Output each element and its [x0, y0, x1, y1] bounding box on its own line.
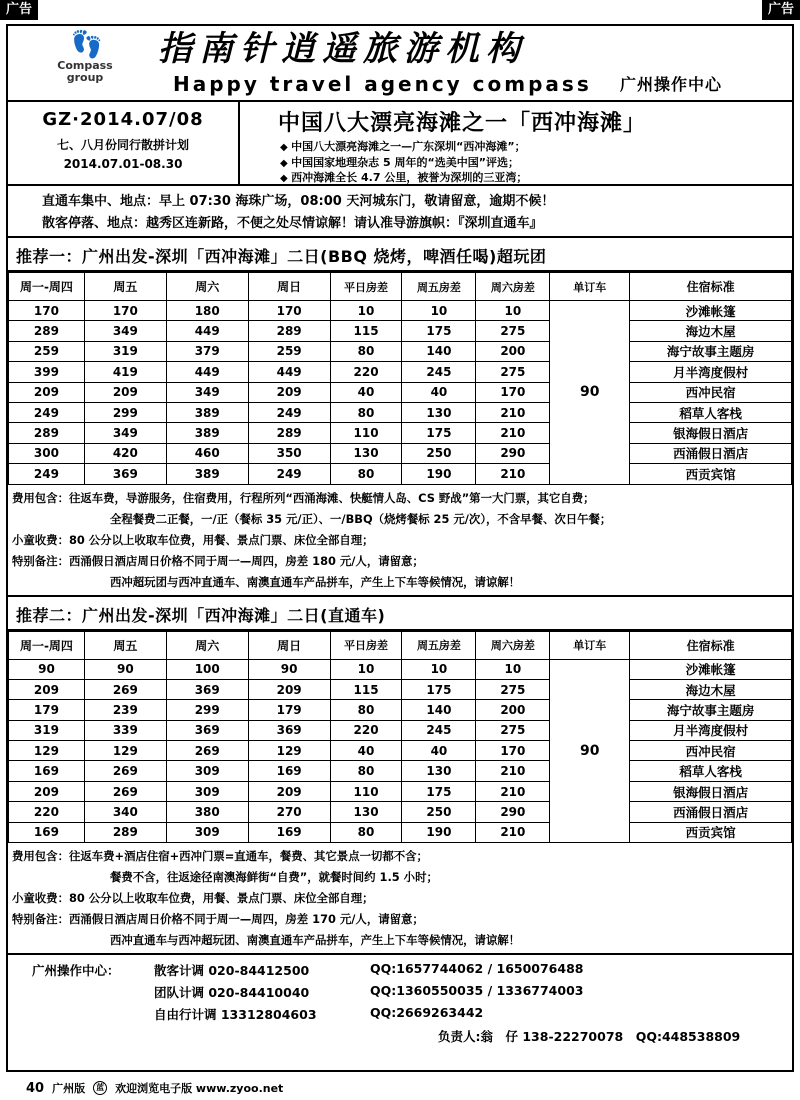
price-cell: 275: [476, 679, 550, 699]
title-block: [8, 102, 792, 186]
table-header-row: [9, 273, 792, 301]
column-header: 周日: [248, 273, 330, 301]
price-cell: 210: [476, 781, 550, 801]
price-cell: 249: [248, 402, 330, 422]
price-cell: 290: [476, 443, 550, 463]
table-row: [9, 802, 792, 822]
price-cell: 350: [248, 443, 330, 463]
price-cell: 299: [84, 402, 166, 422]
contact-qq: QQ:1657744062 / 1650076488: [370, 961, 584, 977]
car-price-cell: 90: [550, 301, 630, 485]
table-row: [9, 761, 792, 781]
price-cell: 275: [476, 720, 550, 740]
table-row: [9, 822, 792, 842]
remark-text-cont: 西冲超玩团与西冲直通车、南澳直通车产品拼车，产生上下车等候情况，请谅解！: [110, 574, 521, 589]
lodging-cell: 稻草人客栈: [630, 761, 792, 781]
fee-text-cont: 餐费不含，往返途径南澳海鲜街“自费”，就餐时间约 1.5 小时；: [110, 870, 438, 885]
price-cell: 169: [9, 822, 85, 842]
fee-text: 往返车费+酒店住宿+西冲门票=直通车，餐费、其它景点一切都不含；: [68, 849, 428, 864]
page-number: 40: [26, 1080, 45, 1096]
highlight-list: [280, 140, 527, 187]
price-cell: 170: [476, 741, 550, 761]
lodging-cell: 沙滩帐篷: [630, 301, 792, 321]
remark-label: 特别备注：: [12, 553, 69, 568]
price-cell: 115: [330, 679, 402, 699]
contact-qq: QQ:1360550035 / 1336774003: [370, 983, 584, 999]
table-row: [9, 443, 792, 463]
operation-center: 广州操作中心: [620, 75, 723, 94]
price-cell: 289: [248, 423, 330, 443]
column-header: 周五房差: [402, 631, 476, 659]
price-cell: 90: [9, 659, 85, 679]
price-cell: 40: [330, 741, 402, 761]
brand-name-en: Happy travel agency compass: [173, 72, 592, 96]
table-row: [9, 301, 792, 321]
price-cell: 210: [476, 423, 550, 443]
contact-name: 散客计调 020-84412500: [154, 963, 310, 979]
headline: 中国八大漂亮海滩之一「西冲海滩」: [278, 111, 647, 136]
lodging-cell: 海边木屋: [630, 321, 792, 341]
price-cell: 40: [402, 741, 476, 761]
table-row: [9, 720, 792, 740]
price-cell: 180: [166, 301, 248, 321]
price-cell: 399: [9, 362, 85, 382]
table-row: [9, 464, 792, 484]
price-cell: 249: [248, 464, 330, 484]
price-cell: 269: [84, 761, 166, 781]
price-cell: 80: [330, 761, 402, 781]
table-row: [9, 700, 792, 720]
table-row: [9, 423, 792, 443]
lodging-cell: 海宁故事主题房: [630, 700, 792, 720]
price-cell: 259: [248, 341, 330, 361]
edition-badge-icon: 蓝: [93, 1081, 107, 1095]
logo-text-group: group: [66, 71, 104, 84]
price-cell: 110: [330, 423, 402, 443]
price-cell: 209: [248, 679, 330, 699]
lodging-cell: 海宁故事主题房: [630, 341, 792, 361]
price-cell: 389: [166, 423, 248, 443]
price-cell: 80: [330, 822, 402, 842]
price-cell: 209: [84, 382, 166, 402]
lodging-cell: 西涌假日酒店: [630, 802, 792, 822]
price-cell: 170: [248, 301, 330, 321]
table-row: [9, 741, 792, 761]
price-cell: 245: [402, 720, 476, 740]
table-row: [9, 679, 792, 699]
price-cell: 289: [9, 423, 85, 443]
lodging-cell: 沙滩帐篷: [630, 659, 792, 679]
child-text: 80 公分以上收取车位费，用餐、景点门票、床位全部自理；: [68, 891, 374, 906]
price-cell: 170: [476, 382, 550, 402]
price-cell: 380: [166, 802, 248, 822]
price-cell: 169: [9, 761, 85, 781]
price-cell: 369: [84, 464, 166, 484]
price-cell: 209: [248, 382, 330, 402]
column-header: 周六房差: [476, 273, 550, 301]
departure-line-2: 散客停落、地点：越秀区连新路，不便之处尽情谅解！请认准导游旗帜：『深圳直通车』: [42, 216, 543, 231]
section-2-title: 推荐二：广州出发-深圳「西冲海滩」二日(直通车): [8, 597, 792, 631]
price-cell: 270: [248, 802, 330, 822]
price-cell: 250: [402, 802, 476, 822]
table-row: [9, 362, 792, 382]
child-label: 小童收费：: [12, 532, 69, 547]
edition-label: 广州版: [52, 1082, 86, 1095]
price-cell: 179: [248, 700, 330, 720]
contacts: [8, 955, 792, 1045]
section-2-price-table: [8, 631, 792, 844]
price-cell: 289: [248, 321, 330, 341]
column-header: 周一-周四: [9, 631, 85, 659]
price-cell: 90: [84, 659, 166, 679]
price-cell: 129: [248, 741, 330, 761]
price-cell: 245: [402, 362, 476, 382]
column-header: 平日房差: [330, 273, 402, 301]
lodging-cell: 稻草人客栈: [630, 402, 792, 422]
highlight-item: ◆ 中国八大漂亮海滩之一—广东深圳“西冲海滩”；: [280, 140, 527, 156]
child-label: 小童收费：: [12, 891, 69, 906]
plan-name: 七、八月份同行散拼计划: [56, 138, 189, 152]
header: [8, 26, 792, 102]
price-cell: 10: [330, 301, 402, 321]
price-cell: 110: [330, 781, 402, 801]
price-cell: 269: [84, 679, 166, 699]
lodging-cell: 西冲民宿: [630, 741, 792, 761]
price-cell: 319: [84, 341, 166, 361]
price-cell: 220: [9, 802, 85, 822]
price-cell: 210: [476, 402, 550, 422]
price-cell: 420: [84, 443, 166, 463]
footer: [26, 1080, 283, 1096]
footprints-icon: 👣: [70, 30, 100, 60]
column-header: 住宿标准: [630, 631, 792, 659]
table-row: [9, 321, 792, 341]
price-cell: 275: [476, 362, 550, 382]
price-cell: 379: [166, 341, 248, 361]
price-cell: 190: [402, 822, 476, 842]
price-cell: 309: [166, 822, 248, 842]
departure-line-1: 直通车集中、地点：早上 07:30 海珠广场，08:00 天河城东门，敬请留意，逾期不候！: [42, 194, 555, 209]
lodging-cell: 海边木屋: [630, 679, 792, 699]
lodging-cell: 银海假日酒店: [630, 781, 792, 801]
price-cell: 349: [84, 423, 166, 443]
contacts-label: 广州操作中心：: [32, 963, 120, 979]
lodging-cell: 西涌假日酒店: [630, 443, 792, 463]
price-cell: 300: [9, 443, 85, 463]
price-cell: 289: [9, 321, 85, 341]
price-cell: 169: [248, 822, 330, 842]
price-cell: 419: [84, 362, 166, 382]
price-cell: 289: [84, 822, 166, 842]
price-cell: 179: [9, 700, 85, 720]
fee-label: 费用包含：: [12, 490, 69, 505]
price-cell: 389: [166, 464, 248, 484]
price-cell: 209: [248, 781, 330, 801]
contact-name: 自由行计调 13312804603: [154, 1007, 317, 1023]
lodging-cell: 月半湾度假村: [630, 362, 792, 382]
price-cell: 349: [166, 382, 248, 402]
price-cell: 200: [476, 700, 550, 720]
price-cell: 269: [84, 781, 166, 801]
price-cell: 309: [166, 781, 248, 801]
price-cell: 259: [9, 341, 85, 361]
price-cell: 10: [402, 659, 476, 679]
price-cell: 130: [330, 443, 402, 463]
price-cell: 460: [166, 443, 248, 463]
price-cell: 290: [476, 802, 550, 822]
column-header: 周日: [248, 631, 330, 659]
column-header: 周五: [84, 631, 166, 659]
price-cell: 10: [476, 659, 550, 679]
lodging-cell: 西贡宾馆: [630, 464, 792, 484]
child-text: 80 公分以上收取车位费，用餐、景点门票、床位全部自理；: [68, 532, 374, 547]
fee-label: 费用包含：: [12, 849, 69, 864]
price-cell: 10: [402, 301, 476, 321]
price-cell: 90: [248, 659, 330, 679]
price-cell: 200: [476, 341, 550, 361]
price-cell: 140: [402, 700, 476, 720]
price-cell: 340: [84, 802, 166, 822]
fee-text-cont: 全程餐费二正餐，一/正（餐标 35 元/正）、一/BBQ（烧烤餐标 25 元/次），不含早餐、次日午餐；: [110, 511, 612, 526]
footer-website: 欢迎浏览电子版 www.zyoo.net: [115, 1082, 284, 1095]
compass-logo: [46, 30, 124, 96]
column-header: 住宿标准: [630, 273, 792, 301]
lodging-cell: 月半湾度假村: [630, 720, 792, 740]
price-cell: 100: [166, 659, 248, 679]
section-2-notes: [8, 843, 792, 955]
advert-page: [6, 24, 794, 1072]
price-cell: 175: [402, 423, 476, 443]
price-cell: 130: [402, 402, 476, 422]
lodging-cell: 西贡宾馆: [630, 822, 792, 842]
price-cell: 80: [330, 700, 402, 720]
table-row: [9, 402, 792, 422]
column-header: 周六: [166, 631, 248, 659]
remark-text: 西涌假日酒店周日价格不同于周一—周四，房差 180 元/人，请留意；: [68, 553, 424, 568]
price-cell: 369: [248, 720, 330, 740]
contact-name: 团队计调 020-84410040: [154, 985, 310, 1001]
column-header: 周一-周四: [9, 273, 85, 301]
price-cell: 140: [402, 341, 476, 361]
price-cell: 449: [166, 362, 248, 382]
price-cell: 210: [476, 761, 550, 781]
price-cell: 449: [248, 362, 330, 382]
price-cell: 115: [330, 321, 402, 341]
price-cell: 449: [166, 321, 248, 341]
price-cell: 10: [330, 659, 402, 679]
price-cell: 239: [84, 700, 166, 720]
price-cell: 249: [9, 464, 85, 484]
highlight-item: ◆ 西冲海滩全长 4.7 公里，被誉为深圳的三亚湾；: [280, 171, 527, 187]
departure-info: [8, 186, 792, 238]
table-row: [9, 781, 792, 801]
table-row: [9, 659, 792, 679]
price-cell: 319: [9, 720, 85, 740]
price-cell: 250: [402, 443, 476, 463]
fee-text: 往返车费，导游服务，住宿费用，行程所列“西涌海滩、快艇情人岛、CS 野战”第一大门票，其它自费；: [68, 490, 595, 505]
highlight-item: ◆ 中国国家地理杂志 5 周年的“选美中国”评选；: [280, 156, 527, 172]
price-cell: 299: [166, 700, 248, 720]
price-cell: 275: [476, 321, 550, 341]
price-cell: 209: [9, 781, 85, 801]
price-cell: 389: [166, 402, 248, 422]
price-cell: 209: [9, 679, 85, 699]
price-cell: 249: [9, 402, 85, 422]
plan-code: GZ·2014.07/08: [42, 109, 204, 130]
column-header: 单订车: [550, 273, 630, 301]
price-cell: 129: [84, 741, 166, 761]
price-cell: 170: [9, 301, 85, 321]
price-cell: 40: [402, 382, 476, 402]
price-cell: 309: [166, 761, 248, 781]
column-header: 周五房差: [402, 273, 476, 301]
price-cell: 130: [330, 802, 402, 822]
price-cell: 210: [476, 822, 550, 842]
price-cell: 210: [476, 464, 550, 484]
remark-text-cont: 西冲直通车与西冲超玩团、南澳直通车产品拼车，产生上下车等候情况，请谅解！: [110, 933, 521, 948]
car-price-cell: 90: [550, 659, 630, 843]
lodging-cell: 银海假日酒店: [630, 423, 792, 443]
contact-qq: QQ:2669263442: [370, 1005, 484, 1021]
column-header: 周六: [166, 273, 248, 301]
column-header: 周五: [84, 273, 166, 301]
column-header: 单订车: [550, 631, 630, 659]
ad-label-right: 广告: [762, 0, 800, 20]
column-header: 平日房差: [330, 631, 402, 659]
price-cell: 220: [330, 720, 402, 740]
table-row: [9, 382, 792, 402]
price-cell: 175: [402, 679, 476, 699]
brand-name-cn: 指南针逍遥旅游机构: [158, 29, 527, 69]
price-cell: 130: [402, 761, 476, 781]
lodging-cell: 西冲民宿: [630, 382, 792, 402]
logo-text-compass: Compass: [57, 59, 113, 72]
price-cell: 80: [330, 341, 402, 361]
section-1-price-table: [8, 272, 792, 485]
price-cell: 220: [330, 362, 402, 382]
price-cell: 175: [402, 781, 476, 801]
price-cell: 209: [9, 382, 85, 402]
price-cell: 339: [84, 720, 166, 740]
section-1-title: 推荐一：广州出发-深圳「西冲海滩」二日(BBQ 烧烤，啤酒任喝)超玩团: [8, 238, 792, 272]
remark-text: 西涌假日酒店周日价格不同于周一—周四，房差 170 元/人，请留意；: [68, 912, 424, 927]
price-cell: 170: [84, 301, 166, 321]
price-cell: 129: [9, 741, 85, 761]
table-header-row: [9, 631, 792, 659]
column-header: 周六房差: [476, 631, 550, 659]
price-cell: 349: [84, 321, 166, 341]
plan-period: 2014.07.01-08.30: [63, 157, 183, 171]
price-cell: 369: [166, 720, 248, 740]
section-1-notes: [8, 485, 792, 597]
price-cell: 80: [330, 464, 402, 484]
price-cell: 369: [166, 679, 248, 699]
manager-contact: 负责人:翁 仔 138-22270078 QQ:448538809: [438, 1029, 741, 1045]
plan-code-box: [8, 102, 240, 184]
price-cell: 175: [402, 321, 476, 341]
price-cell: 169: [248, 761, 330, 781]
remark-label: 特别备注：: [12, 912, 69, 927]
price-cell: 269: [166, 741, 248, 761]
price-cell: 190: [402, 464, 476, 484]
price-cell: 40: [330, 382, 402, 402]
table-row: [9, 341, 792, 361]
price-cell: 10: [476, 301, 550, 321]
price-cell: 80: [330, 402, 402, 422]
ad-label-left: 广告: [0, 0, 38, 20]
